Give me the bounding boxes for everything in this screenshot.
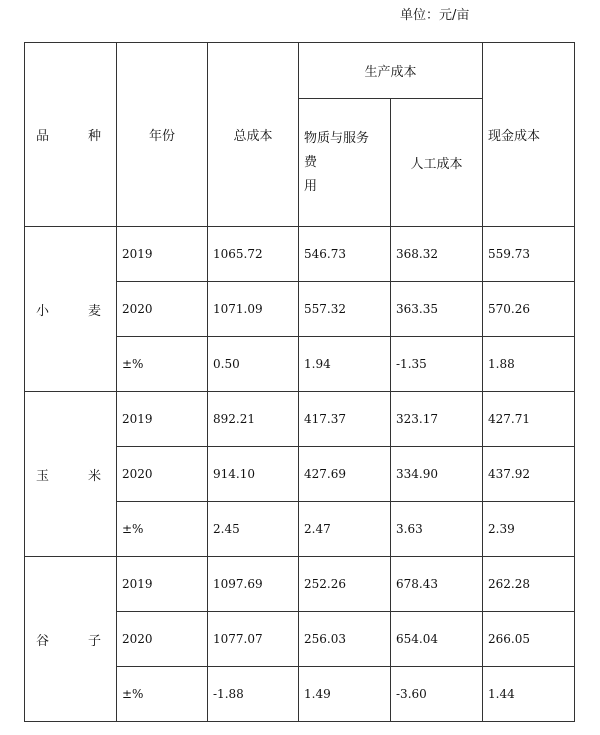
total-cost-cell: 892.21 xyxy=(208,392,299,447)
labor-cost-cell: 363.35 xyxy=(391,282,483,337)
crop-cell-corn xyxy=(25,392,117,557)
material-cost-cell: 1.94 xyxy=(299,337,391,392)
header-total-cost: 总成本 xyxy=(208,43,299,227)
labor-cost-cell: 678.43 xyxy=(391,557,483,612)
crop-name-char2: 米 xyxy=(87,468,101,484)
year-cell: ±% xyxy=(117,502,208,557)
header-variety xyxy=(25,43,117,227)
cash-cost-cell: 559.73 xyxy=(483,227,575,282)
total-cost-cell: 1077.07 xyxy=(208,612,299,667)
labor-cost-cell: 334.90 xyxy=(391,447,483,502)
labor-cost-cell: 654.04 xyxy=(391,612,483,667)
material-cost-cell: 256.03 xyxy=(299,612,391,667)
crop-cell-wheat xyxy=(25,227,117,392)
material-cost-cell: 417.37 xyxy=(299,392,391,447)
year-cell: 2020 xyxy=(117,447,208,502)
material-cost-cell: 427.69 xyxy=(299,447,391,502)
cash-cost-cell: 2.39 xyxy=(483,502,575,557)
year-cell: 2019 xyxy=(117,557,208,612)
total-cost-cell: 2.45 xyxy=(208,502,299,557)
labor-cost-cell: 368.32 xyxy=(391,227,483,282)
total-cost-cell: 1071.09 xyxy=(208,282,299,337)
year-cell: 2020 xyxy=(117,612,208,667)
table-row xyxy=(25,392,575,447)
cash-cost-cell: 1.44 xyxy=(483,667,575,722)
cost-table xyxy=(24,42,575,722)
material-cost-cell: 557.32 xyxy=(299,282,391,337)
year-cell: 2019 xyxy=(117,227,208,282)
header-material-service-line3: 用 xyxy=(304,178,318,194)
header-material-service-line1: 物质与服务 xyxy=(304,130,370,146)
crop-name-char1: 玉 xyxy=(36,468,50,484)
material-cost-cell: 252.26 xyxy=(299,557,391,612)
table-row xyxy=(25,557,575,612)
total-cost-cell: 1097.69 xyxy=(208,557,299,612)
crop-name-char1: 谷 xyxy=(36,633,50,649)
total-cost-cell: 1065.72 xyxy=(208,227,299,282)
material-cost-cell: 546.73 xyxy=(299,227,391,282)
labor-cost-cell: -3.60 xyxy=(391,667,483,722)
header-year: 年份 xyxy=(117,43,208,227)
crop-name-char1: 小 xyxy=(36,303,50,319)
header-material-service-line2: 费 xyxy=(304,154,318,170)
crop-name-char2: 麦 xyxy=(87,303,101,319)
material-cost-cell: 1.49 xyxy=(299,667,391,722)
total-cost-cell: -1.88 xyxy=(208,667,299,722)
material-cost-cell: 2.47 xyxy=(299,502,391,557)
labor-cost-cell: 323.17 xyxy=(391,392,483,447)
year-cell: ±% xyxy=(117,667,208,722)
header-row-1 xyxy=(25,43,575,99)
header-variety-char2: 种 xyxy=(87,129,101,144)
header-cash-cost: 现金成本 xyxy=(483,43,575,227)
cash-cost-cell: 266.05 xyxy=(483,612,575,667)
cash-cost-cell: 1.88 xyxy=(483,337,575,392)
header-labor-cost: 人工成本 xyxy=(391,99,483,227)
year-cell: 2020 xyxy=(117,282,208,337)
cash-cost-cell: 437.92 xyxy=(483,447,575,502)
cash-cost-cell: 262.28 xyxy=(483,557,575,612)
total-cost-cell: 0.50 xyxy=(208,337,299,392)
year-cell: ±% xyxy=(117,337,208,392)
table-row xyxy=(25,227,575,282)
crop-name-char2: 子 xyxy=(87,633,101,649)
header-material-service xyxy=(299,99,391,227)
header-variety-char1: 品 xyxy=(36,129,50,144)
total-cost-cell: 914.10 xyxy=(208,447,299,502)
year-cell: 2019 xyxy=(117,392,208,447)
labor-cost-cell: 3.63 xyxy=(391,502,483,557)
crop-cell-millet xyxy=(25,557,117,722)
cash-cost-cell: 427.71 xyxy=(483,392,575,447)
header-production-cost: 生产成本 xyxy=(299,43,483,99)
cash-cost-cell: 570.26 xyxy=(483,282,575,337)
unit-note: 单位：元/亩 xyxy=(400,8,470,23)
labor-cost-cell: -1.35 xyxy=(391,337,483,392)
